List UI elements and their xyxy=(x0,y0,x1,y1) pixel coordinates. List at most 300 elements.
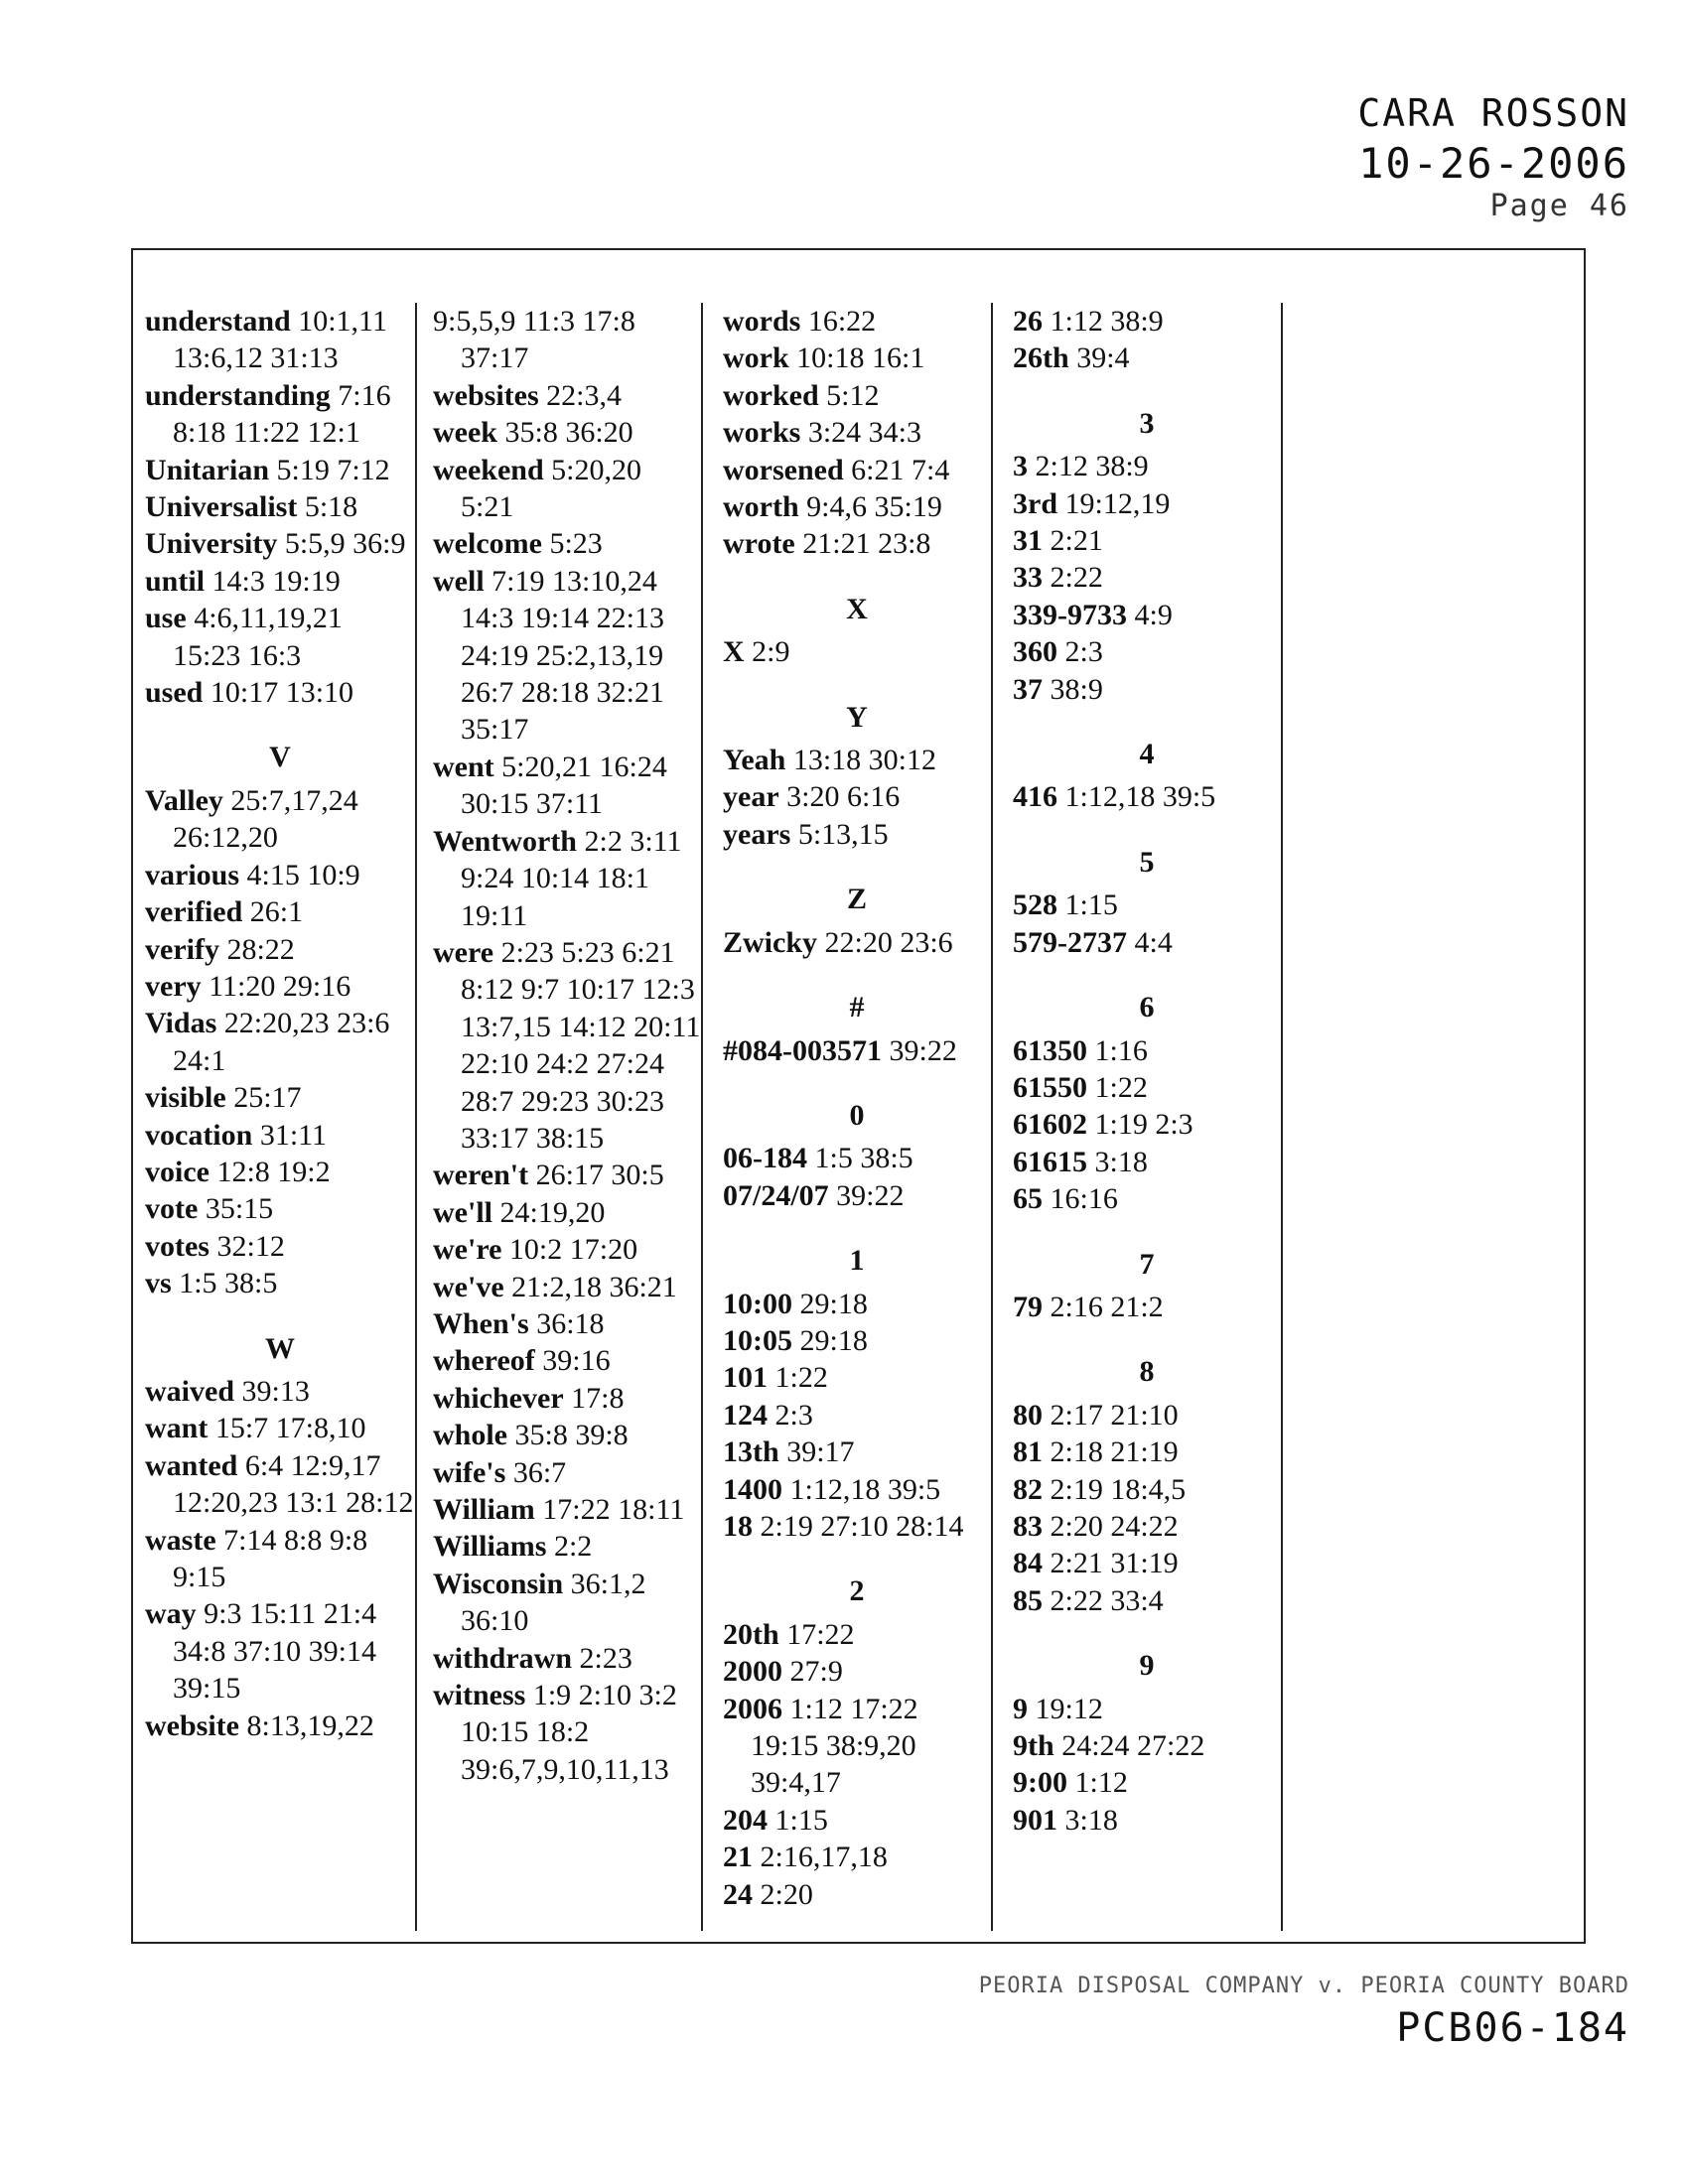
page-line-refs: 5:13,15 xyxy=(797,817,889,851)
page-line-refs: 2:9 xyxy=(752,635,790,669)
index-entry xyxy=(723,1616,991,1653)
page-line-refs: 39:16 xyxy=(542,1344,611,1378)
index-word: #084-003571 xyxy=(723,1033,882,1067)
index-word: 528 xyxy=(1013,888,1057,922)
index-word: weren't xyxy=(433,1159,529,1192)
index-word: waste xyxy=(145,1523,216,1557)
index-entry xyxy=(723,816,991,853)
page-line-refs: 1:22 xyxy=(1094,1070,1148,1104)
index-word: 13th xyxy=(723,1435,779,1469)
index-entry xyxy=(433,1417,701,1453)
index-word: 204 xyxy=(723,1803,768,1837)
index-entry xyxy=(433,1231,701,1268)
index-word: 24 xyxy=(723,1877,753,1911)
index-entry xyxy=(145,857,415,893)
page-line-refs: 2:17 21:10 xyxy=(1050,1398,1179,1432)
index-entry xyxy=(1013,1471,1281,1508)
index-word: 124 xyxy=(723,1398,768,1432)
page-line-refs: 5:18 xyxy=(304,490,358,524)
index-word: very xyxy=(145,969,202,1003)
deposition-date: 10-26-2006 xyxy=(1358,139,1629,188)
index-word: understand xyxy=(145,305,291,338)
page-line-refs: 2:3 xyxy=(1064,635,1103,669)
index-entry xyxy=(1013,1180,1281,1217)
page-line-refs: 2:16 21:2 xyxy=(1050,1290,1164,1323)
index-word: use xyxy=(145,602,187,635)
index-word: Zwicky xyxy=(723,925,818,959)
index-word: way xyxy=(145,1597,197,1631)
page-line-refs: 22:20 23:6 xyxy=(824,925,953,959)
page-line-refs: 11:20 29:16 xyxy=(209,969,351,1003)
page-line-refs: 14:3 19:19 xyxy=(211,564,341,598)
page-line-refs: 5:12 xyxy=(826,378,880,412)
page-line-refs: 4:6,11,19,21 15:23 16:3 xyxy=(173,602,343,672)
index-entry xyxy=(145,600,415,674)
index-entry xyxy=(433,525,701,562)
index-word: welcome xyxy=(433,527,542,561)
index-word: X xyxy=(723,635,745,669)
index-entry xyxy=(145,303,415,377)
index-word: used xyxy=(145,676,204,710)
index-word: 06-184 xyxy=(723,1142,807,1175)
index-entry xyxy=(1013,559,1281,596)
index-entry xyxy=(145,1447,415,1522)
index-word: were xyxy=(433,935,494,969)
page-line-refs: 15:7 17:8,10 xyxy=(214,1412,366,1445)
index-entry xyxy=(145,1005,415,1079)
index-entry xyxy=(433,1194,701,1231)
index-entry xyxy=(1013,1764,1281,1801)
index-word: When's xyxy=(433,1306,529,1340)
index-entry xyxy=(433,1677,701,1788)
page-line-refs: 26:1 xyxy=(249,895,304,929)
index-word: we've xyxy=(433,1270,504,1303)
index-entry xyxy=(723,742,991,778)
index-word: 07/24/07 xyxy=(723,1178,829,1212)
index-word: 101 xyxy=(723,1361,768,1395)
index-entry xyxy=(433,934,701,1157)
page-line-refs: 4:4 xyxy=(1134,925,1173,959)
index-word: verified xyxy=(145,895,243,929)
index-entry xyxy=(1013,1069,1281,1106)
page-line-refs: 36:1,2 36:10 xyxy=(461,1567,646,1638)
index-column-4 xyxy=(1013,303,1283,1931)
index-entry xyxy=(145,1265,415,1301)
page-line-refs: 1:15 xyxy=(1064,888,1118,922)
page-line-refs: 5:20,21 16:24 30:15 37:11 xyxy=(461,750,667,821)
index-entry xyxy=(145,377,415,452)
index-entry xyxy=(723,1032,991,1069)
index-entry xyxy=(1013,778,1281,815)
index-entry xyxy=(145,563,415,600)
page-line-refs: 2:2 3:11 9:24 10:14 18:1 19:11 xyxy=(461,824,682,932)
index-word: Wentworth xyxy=(433,824,577,858)
index-entry xyxy=(433,1380,701,1417)
index-column-3 xyxy=(723,303,993,1931)
index-entry xyxy=(1013,448,1281,484)
index-entry xyxy=(1013,1144,1281,1180)
index-word: vs xyxy=(145,1267,172,1300)
index-entry xyxy=(723,924,991,961)
index-word: websites xyxy=(433,378,539,412)
page-line-refs: 1:12 17:22 19:15 38:9,20 39:4,17 xyxy=(751,1692,918,1800)
index-entry xyxy=(145,1117,415,1154)
index-word: 10:05 xyxy=(723,1323,792,1357)
page-line-refs: 24:19,20 xyxy=(499,1195,606,1229)
page-line-refs: 19:12 xyxy=(1035,1692,1103,1725)
index-word: 80 xyxy=(1013,1398,1043,1432)
index-entry xyxy=(723,1286,991,1322)
page-line-refs: 1:5 38:5 xyxy=(179,1267,278,1300)
page-line-refs: 25:7,17,24 26:12,20 xyxy=(173,783,358,855)
page-line-refs: 26:17 30:5 xyxy=(535,1159,664,1192)
index-entry xyxy=(1013,1106,1281,1143)
index-entry xyxy=(1013,1691,1281,1727)
index-word: wanted xyxy=(145,1448,238,1482)
index-word: 901 xyxy=(1013,1803,1057,1837)
index-column-1 xyxy=(145,303,417,1931)
index-word: worsened xyxy=(723,453,844,486)
index-entry xyxy=(145,1595,415,1706)
index-word: weekend xyxy=(433,453,544,486)
page-line-refs: 2:16,17,18 xyxy=(760,1841,888,1874)
section-letter: 3 xyxy=(1139,406,1155,440)
index-entry xyxy=(723,633,991,670)
page-line-refs: 3:24 34:3 xyxy=(807,416,922,450)
index-entry xyxy=(723,1802,991,1839)
index-entry xyxy=(1013,924,1281,961)
index-word: 2000 xyxy=(723,1655,782,1689)
page-line-refs: 9:3 15:11 21:4 34:8 37:10 39:14 39:15 xyxy=(173,1597,377,1706)
page-line-refs: 17:22 xyxy=(786,1617,855,1651)
page-line-refs: 35:8 36:20 xyxy=(504,416,633,450)
index-word: Wisconsin xyxy=(433,1567,564,1600)
index-entry xyxy=(433,1342,701,1379)
page-line-refs: 5:23 xyxy=(549,527,603,561)
index-word: wrote xyxy=(723,527,795,561)
index-word: University xyxy=(145,527,278,561)
index-entry xyxy=(1013,1508,1281,1545)
page-line-refs: 36:7 xyxy=(512,1455,567,1489)
page-line-refs: 2:2 xyxy=(553,1530,593,1564)
index-entry xyxy=(723,1140,991,1176)
page-line-refs: 2:21 31:19 xyxy=(1050,1547,1179,1580)
index-entry xyxy=(145,893,415,930)
index-word: website xyxy=(145,1708,239,1742)
page-line-refs: 29:18 xyxy=(799,1287,868,1320)
page-line-refs: 1:12,18 39:5 xyxy=(1064,780,1216,814)
page-line-refs: 2:19 27:10 28:14 xyxy=(760,1509,964,1543)
index-word: went xyxy=(433,750,494,783)
section-letter: 1 xyxy=(849,1244,865,1278)
index-entry xyxy=(433,1528,701,1565)
section-letter: # xyxy=(849,991,865,1024)
index-word: 21 xyxy=(723,1841,753,1874)
index-word: 9:00 xyxy=(1013,1766,1067,1800)
page-line-refs: 28:22 xyxy=(226,932,295,966)
index-word: whichever xyxy=(433,1381,564,1415)
index-entry xyxy=(1013,887,1281,923)
index-entry xyxy=(145,1410,415,1446)
page-line-refs: 10:17 13:10 xyxy=(210,676,354,710)
index-word: understanding xyxy=(145,378,331,412)
index-entry xyxy=(145,1707,415,1744)
index-word: 65 xyxy=(1013,1182,1043,1216)
page-line-refs: 22:3,4 xyxy=(546,378,622,412)
index-word: 33 xyxy=(1013,561,1043,595)
index-word: whereof xyxy=(433,1344,535,1378)
page-line-refs: 21:2,18 36:21 xyxy=(511,1270,677,1303)
page-line-refs: 39:13 xyxy=(241,1374,310,1408)
page-line-refs: 2:20 24:22 xyxy=(1050,1509,1179,1543)
index-word: 360 xyxy=(1013,635,1057,669)
page-line-refs: 1:5 38:5 xyxy=(814,1142,913,1175)
section-letter: W xyxy=(265,1331,295,1365)
page-line-refs: 6:21 7:4 xyxy=(851,453,950,486)
index-word: 61615 xyxy=(1013,1145,1087,1178)
index-word: Valley xyxy=(145,783,223,817)
index-entry xyxy=(145,1228,415,1265)
page-line-refs: 1:15 xyxy=(774,1803,828,1837)
section-letter: 9 xyxy=(1139,1649,1155,1683)
index-entry xyxy=(145,488,415,525)
index-word: 3 xyxy=(1013,450,1028,483)
page-line-refs: 27:9 xyxy=(789,1655,843,1689)
page-line-refs: 1:19 2:3 xyxy=(1094,1108,1193,1142)
section-letter: 6 xyxy=(1139,991,1155,1024)
page-line-refs: 2:3 xyxy=(774,1398,813,1432)
index-word: verify xyxy=(145,932,219,966)
section-letter: 7 xyxy=(1139,1247,1155,1281)
index-word: 579-2737 xyxy=(1013,925,1127,959)
index-word: 81 xyxy=(1013,1435,1043,1469)
index-entry xyxy=(723,1433,991,1470)
index-entry xyxy=(723,377,991,414)
page-line-refs: 2:22 33:4 xyxy=(1050,1583,1164,1617)
index-word: 2006 xyxy=(723,1692,782,1725)
index-word: withdrawn xyxy=(433,1641,573,1675)
index-entry xyxy=(433,1640,701,1677)
index-entry xyxy=(723,1508,991,1545)
index-entry xyxy=(723,452,991,488)
index-word: voice xyxy=(145,1155,210,1188)
index-word: 9 xyxy=(1013,1692,1028,1725)
page-line-refs: 13:18 30:12 xyxy=(792,744,937,777)
index-entry xyxy=(723,488,991,525)
index-word: we'll xyxy=(433,1195,492,1229)
index-word: votes xyxy=(145,1229,210,1263)
section-letter: 8 xyxy=(1139,1355,1155,1389)
page-line-refs: 16:16 xyxy=(1050,1182,1118,1216)
index-entry xyxy=(723,778,991,815)
index-entry xyxy=(1013,1727,1281,1764)
index-word: 26 xyxy=(1013,305,1043,338)
index-entry xyxy=(723,1876,991,1913)
page-line-refs: 32:12 xyxy=(216,1229,285,1263)
index-entry xyxy=(1013,1289,1281,1325)
index-word: 61350 xyxy=(1013,1033,1087,1067)
page-line-refs: 8:13,19,22 xyxy=(246,1708,374,1742)
page-line-refs: 35:8 39:8 xyxy=(514,1419,629,1452)
index-word: 84 xyxy=(1013,1547,1043,1580)
index-entry xyxy=(1013,340,1281,376)
page-line-refs: 1:12 xyxy=(1074,1766,1128,1800)
index-entry xyxy=(1013,597,1281,633)
index-entry xyxy=(145,525,415,562)
index-entry xyxy=(723,1839,991,1875)
section-letter: 4 xyxy=(1139,738,1155,771)
index-word: works xyxy=(723,416,801,450)
page-line-refs: 2:21 xyxy=(1050,524,1103,558)
index-word: we're xyxy=(433,1233,502,1267)
index-word: 10:00 xyxy=(723,1287,792,1320)
page-line-refs: 7:14 8:8 9:8 9:15 xyxy=(173,1523,368,1593)
page-line-refs: 39:22 xyxy=(836,1178,905,1212)
index-entry xyxy=(723,1359,991,1396)
section-letter: 0 xyxy=(849,1098,865,1132)
index-word: witness xyxy=(433,1679,526,1712)
index-word: 61550 xyxy=(1013,1070,1087,1104)
page-line-refs: 9:4,6 35:19 xyxy=(806,490,942,524)
index-entry xyxy=(723,525,991,562)
index-word: until xyxy=(145,564,206,598)
index-entry xyxy=(1013,1802,1281,1839)
index-word: year xyxy=(723,780,779,814)
page-line-refs: 1:12 38:9 xyxy=(1050,305,1164,338)
page-line-refs: 4:15 10:9 xyxy=(246,858,360,891)
index-entry xyxy=(1013,1433,1281,1470)
page-line-refs: 2:23 xyxy=(579,1641,632,1675)
index-word: well xyxy=(433,564,485,598)
index-word: week xyxy=(433,416,497,450)
page-line-refs: 2:19 18:4,5 xyxy=(1050,1472,1187,1506)
index-word: 9th xyxy=(1013,1729,1054,1762)
section-letter: Z xyxy=(846,883,867,916)
index-entry xyxy=(1013,1397,1281,1433)
page-line-refs: 2:23 5:23 6:21 8:12 9:7 10:17 12:3 13:7,15 14:12 20:11 22:10 24:2 27:24 28:7 29:23 30:23 33:17 38:15 xyxy=(461,935,701,1155)
page-line-refs: 1:16 xyxy=(1094,1033,1148,1067)
page-line-refs: 6:4 12:9,17 12:20,23 13:1 28:12 xyxy=(173,1448,414,1520)
index-entry xyxy=(145,1154,415,1190)
case-number: PCB06-184 xyxy=(1396,2005,1629,2051)
index-entry xyxy=(433,414,701,451)
index-word: 20th xyxy=(723,1617,779,1651)
page-line-refs: 1:12,18 39:5 xyxy=(789,1472,941,1506)
section-letter: Y xyxy=(846,700,868,734)
index-word: words xyxy=(723,305,801,338)
index-entry xyxy=(723,340,991,376)
index-entry xyxy=(1013,633,1281,670)
index-entry xyxy=(145,452,415,488)
index-word: worth xyxy=(723,490,799,524)
page-line-refs: 24:24 27:22 xyxy=(1061,1729,1205,1762)
section-letter: 2 xyxy=(849,1574,865,1608)
page-line-refs: 2:12 38:9 xyxy=(1035,450,1149,483)
index-entry xyxy=(723,1177,991,1214)
page-line-refs: 3:18 xyxy=(1064,1803,1118,1837)
index-entry xyxy=(1013,1032,1281,1069)
page-line-refs: 10:18 16:1 xyxy=(796,341,925,375)
index-entry xyxy=(723,1471,991,1508)
section-letter: V xyxy=(269,741,291,774)
index-word: 37 xyxy=(1013,672,1043,706)
page-line-refs: 25:17 xyxy=(233,1081,302,1115)
index-word: visible xyxy=(145,1081,226,1115)
page-line-refs: 2:20 xyxy=(760,1877,813,1911)
page-line-refs: 38:9 xyxy=(1050,672,1103,706)
page-line-refs: 7:19 13:10,24 14:3 19:14 22:13 24:19 25:2,13,19 26:7 28:18 32:21 35:17 xyxy=(461,564,665,747)
index-entry xyxy=(433,563,701,749)
index-entry xyxy=(145,1373,415,1410)
index-entry xyxy=(1013,522,1281,559)
index-entry xyxy=(433,377,701,414)
index-entry xyxy=(723,414,991,451)
index-word: Unitarian xyxy=(145,453,270,486)
page-line-refs: 1:9 2:10 3:2 10:15 18:2 39:6,7,9,10,11,13 xyxy=(461,1679,677,1786)
page-line-refs: 10:1,11 13:6,12 31:13 xyxy=(173,305,387,375)
index-word: vote xyxy=(145,1192,199,1226)
index-word: Vidas xyxy=(145,1007,217,1040)
index-entry xyxy=(1013,1582,1281,1619)
index-entry xyxy=(145,1079,415,1116)
page-line-refs: 5:20,20 5:21 xyxy=(461,453,642,524)
index-word: various xyxy=(145,858,240,891)
page-line-refs: 17:8 xyxy=(571,1381,625,1415)
index-word: 85 xyxy=(1013,1583,1043,1617)
page-line-refs: 36:18 xyxy=(536,1306,605,1340)
page-line-refs: 10:2 17:20 xyxy=(508,1233,638,1267)
index-word: 1400 xyxy=(723,1472,782,1506)
index-entry xyxy=(433,1454,701,1491)
index-word: waived xyxy=(145,1374,234,1408)
page-line-refs: 4:9 xyxy=(1134,598,1173,631)
page-line-refs: 22:20,23 23:6 24:1 xyxy=(173,1007,390,1077)
index-word: vocation xyxy=(145,1118,253,1152)
index-word: 79 xyxy=(1013,1290,1043,1323)
index-entry xyxy=(433,303,701,377)
index-entry xyxy=(723,303,991,340)
witness-name: CARA ROSSON xyxy=(1357,91,1629,135)
page-line-refs: 1:22 xyxy=(774,1361,828,1395)
page-line-refs: 39:4 xyxy=(1076,341,1130,375)
page-line-refs: 35:15 xyxy=(205,1192,274,1226)
index-word: Yeah xyxy=(723,744,786,777)
index-entry xyxy=(433,1269,701,1305)
page-line-refs: 29:18 xyxy=(799,1323,868,1357)
index-entry xyxy=(145,1190,415,1227)
index-entry xyxy=(1013,1545,1281,1581)
index-entry xyxy=(145,968,415,1005)
index-word: 339-9733 xyxy=(1013,598,1127,631)
index-word: years xyxy=(723,817,791,851)
index-word: 82 xyxy=(1013,1472,1043,1506)
index-word: wife's xyxy=(433,1455,506,1489)
index-entry xyxy=(433,452,701,526)
index-entry xyxy=(723,1653,991,1690)
index-entry xyxy=(433,823,701,934)
index-entry xyxy=(1013,303,1281,340)
page-line-refs: 16:22 xyxy=(807,305,877,338)
page-line-refs: 19:12,19 xyxy=(1064,486,1171,520)
index-word: 416 xyxy=(1013,780,1057,814)
index-word: Williams xyxy=(433,1530,547,1564)
case-caption: PEORIA DISPOSAL COMPANY v. PEORIA COUNTY BOARD xyxy=(978,1974,1629,1998)
page-line-refs: 3:18 xyxy=(1094,1145,1148,1178)
index-word: 31 xyxy=(1013,524,1043,558)
index-entry xyxy=(433,749,701,823)
index-word: Universalist xyxy=(145,490,298,524)
index-entry xyxy=(145,674,415,711)
